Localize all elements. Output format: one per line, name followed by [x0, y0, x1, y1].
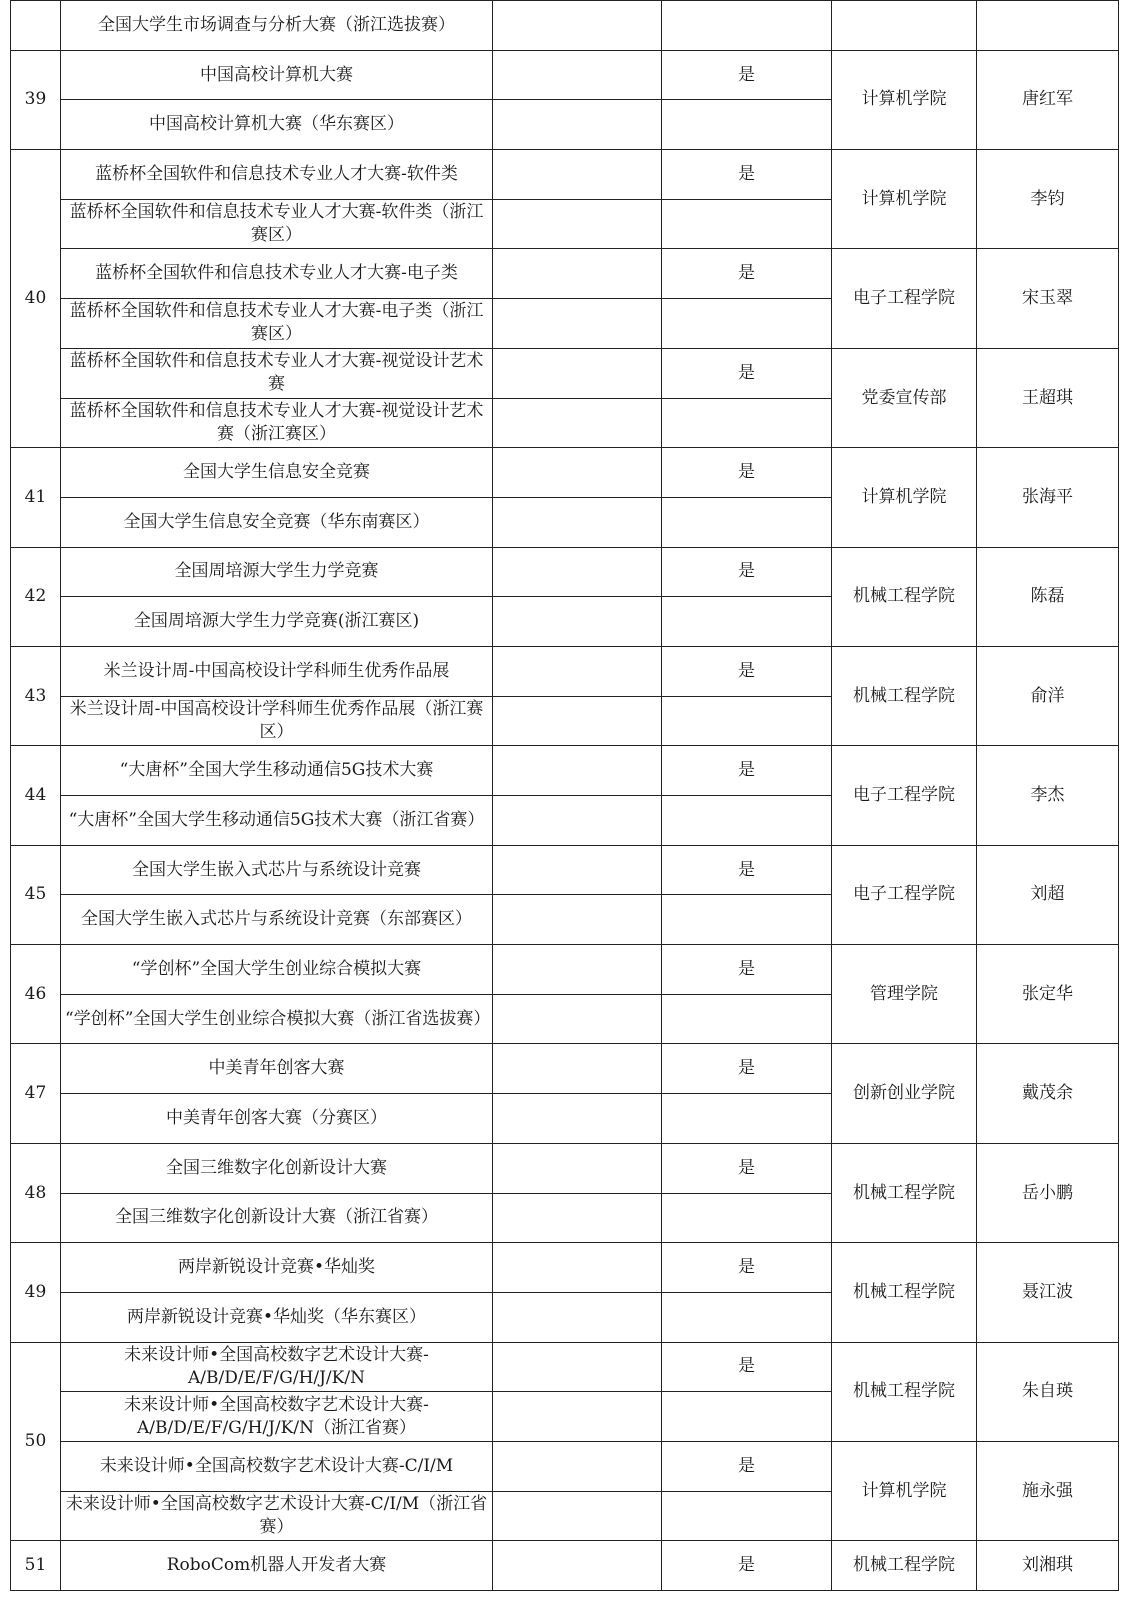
competition-name-cell: 全国大学生嵌入式芯片与系统设计竞赛	[61, 845, 493, 895]
table-row	[11, 1143, 1119, 1193]
competition-name-cell: 全国周培源大学生力学竞赛	[61, 547, 493, 597]
blank-cell	[493, 299, 662, 349]
blank-cell	[662, 100, 832, 150]
blank-cell	[662, 1292, 832, 1342]
competition-name-cell: 蓝桥杯全国软件和信息技术专业人才大赛-电子类（浙江赛区）	[61, 299, 493, 349]
table-row	[11, 150, 1119, 200]
competition-name-cell: 全国周培源大学生力学竞赛(浙江赛区)	[61, 597, 493, 647]
competition-name-cell: 米兰设计周-中国高校设计学科师生优秀作品展	[61, 646, 493, 696]
blank-cell	[662, 398, 832, 448]
blank-cell	[493, 994, 662, 1044]
national-flag-cell: 是	[662, 845, 832, 895]
competition-name-cell: 未来设计师•全国高校数字艺术设计大赛-A/B/D/E/F/G/H/J/K/N（浙江省赛）	[61, 1392, 493, 1442]
department-cell: 机械工程学院	[832, 547, 977, 646]
competition-name-cell: 蓝桥杯全国软件和信息技术专业人才大赛-电子类	[61, 249, 493, 299]
competition-name-cell: “大唐杯”全国大学生移动通信5G技术大赛（浙江省赛）	[61, 796, 493, 846]
competition-name-cell: 中美青年创客大赛（分赛区）	[61, 1094, 493, 1144]
national-flag-cell: 是	[662, 348, 832, 398]
blank-cell	[493, 398, 662, 448]
competition-name-cell: RoboCom机器人开发者大赛	[61, 1541, 493, 1591]
competition-name-cell: 全国大学生市场调查与分析大赛（浙江选拔赛）	[61, 1, 493, 51]
row-number-cell: 46	[11, 945, 61, 1044]
blank-cell	[493, 348, 662, 398]
table-row	[11, 50, 1119, 100]
department-cell: 计算机学院	[832, 448, 977, 547]
competition-name-cell: 全国三维数字化创新设计大赛	[61, 1143, 493, 1193]
table-row	[11, 1044, 1119, 1094]
table-body	[11, 1, 1119, 1591]
competition-name-cell: 蓝桥杯全国软件和信息技术专业人才大赛-视觉设计艺术赛（浙江赛区）	[61, 398, 493, 448]
competition-name-cell: “学创杯”全国大学生创业综合模拟大赛	[61, 945, 493, 995]
national-flag-cell: 是	[662, 448, 832, 498]
blank-cell	[493, 448, 662, 498]
blank-cell	[662, 597, 832, 647]
table-row	[11, 1441, 1119, 1491]
blank-cell	[493, 696, 662, 746]
competition-name-cell: 中美青年创客大赛	[61, 1044, 493, 1094]
blank-cell	[662, 199, 832, 249]
competition-name-cell: “学创杯”全国大学生创业综合模拟大赛（浙江省选拔赛）	[61, 994, 493, 1044]
department-cell: 电子工程学院	[832, 746, 977, 845]
blank-cell	[493, 796, 662, 846]
table-row	[11, 547, 1119, 597]
blank-cell	[493, 945, 662, 995]
national-flag-cell: 是	[662, 547, 832, 597]
competition-name-cell: 蓝桥杯全国软件和信息技术专业人才大赛-软件类	[61, 150, 493, 200]
blank-cell	[493, 646, 662, 696]
blank-cell	[493, 249, 662, 299]
department-cell: 管理学院	[832, 945, 977, 1044]
competition-name-cell: 蓝桥杯全国软件和信息技术专业人才大赛-视觉设计艺术赛	[61, 348, 493, 398]
national-flag-cell: 是	[662, 150, 832, 200]
contact-person-cell: 刘超	[977, 845, 1119, 944]
contact-person-cell: 戴茂余	[977, 1044, 1119, 1143]
competition-name-cell: 全国大学生信息安全竞赛	[61, 448, 493, 498]
contact-person-cell: 刘湘琪	[977, 1541, 1119, 1591]
contact-person-cell: 陈磊	[977, 547, 1119, 646]
blank-cell	[493, 1392, 662, 1442]
national-flag-cell: 是	[662, 249, 832, 299]
department-cell: 机械工程学院	[832, 1342, 977, 1441]
row-number-cell: 47	[11, 1044, 61, 1143]
department-cell: 党委宣传部	[832, 348, 977, 447]
blank-cell	[662, 1193, 832, 1243]
contact-person-cell: 岳小鹏	[977, 1143, 1119, 1242]
national-flag-cell: 是	[662, 945, 832, 995]
blank-cell	[493, 50, 662, 100]
contact-person-cell: 李杰	[977, 746, 1119, 845]
competition-name-cell: 蓝桥杯全国软件和信息技术专业人才大赛-软件类（浙江赛区）	[61, 199, 493, 249]
row-number-cell: 44	[11, 746, 61, 845]
row-number-cell: 45	[11, 845, 61, 944]
row-number-cell: 49	[11, 1243, 61, 1342]
blank-cell	[493, 547, 662, 597]
blank-cell	[493, 1094, 662, 1144]
department-cell: 机械工程学院	[832, 1143, 977, 1242]
row-number-cell: 42	[11, 547, 61, 646]
competition-name-cell: 未来设计师•全国高校数字艺术设计大赛-C/I/M（浙江省赛）	[61, 1491, 493, 1541]
department-cell: 创新创业学院	[832, 1044, 977, 1143]
blank-cell	[493, 100, 662, 150]
contact-person-cell: 宋玉翠	[977, 249, 1119, 348]
department-cell: 电子工程学院	[832, 249, 977, 348]
contact-person-cell: 王超琪	[977, 348, 1119, 447]
competition-table	[10, 0, 1119, 1591]
competition-name-cell: 全国大学生嵌入式芯片与系统设计竞赛（东部赛区）	[61, 895, 493, 945]
contact-person-cell: 俞洋	[977, 646, 1119, 745]
blank-cell	[662, 696, 832, 746]
national-flag-cell: 是	[662, 746, 832, 796]
national-flag-cell: 是	[662, 1441, 832, 1491]
contact-person-cell: 施永强	[977, 1441, 1119, 1540]
blank-cell	[493, 597, 662, 647]
department-cell: 计算机学院	[832, 50, 977, 149]
blank-cell	[493, 1491, 662, 1541]
table-row	[11, 845, 1119, 895]
national-flag-cell: 是	[662, 1243, 832, 1293]
blank-cell	[493, 1143, 662, 1193]
table-row	[11, 1243, 1119, 1293]
competition-name-cell: 米兰设计周-中国高校设计学科师生优秀作品展（浙江赛区）	[61, 696, 493, 746]
blank-cell	[662, 299, 832, 349]
competition-name-cell: 全国大学生信息安全竞赛（华东南赛区）	[61, 497, 493, 547]
competition-name-cell: 中国高校计算机大赛（华东赛区）	[61, 100, 493, 150]
national-flag-cell: 是	[662, 1541, 832, 1591]
blank-cell	[493, 895, 662, 945]
blank-cell	[493, 746, 662, 796]
table-row	[11, 1541, 1119, 1591]
department-cell: 机械工程学院	[832, 1243, 977, 1342]
blank-cell	[493, 150, 662, 200]
table-row	[11, 746, 1119, 796]
table-row	[11, 1342, 1119, 1392]
row-number-cell: 41	[11, 448, 61, 547]
department-cell: 电子工程学院	[832, 845, 977, 944]
national-flag-cell: 是	[662, 1044, 832, 1094]
blank-cell	[493, 845, 662, 895]
table-row	[11, 945, 1119, 995]
competition-name-cell: 两岸新锐设计竞赛•华灿奖	[61, 1243, 493, 1293]
blank-cell	[493, 497, 662, 547]
blank-cell	[493, 1, 662, 51]
blank-cell	[493, 199, 662, 249]
contact-person-cell: 张定华	[977, 945, 1119, 1044]
competition-name-cell: 中国高校计算机大赛	[61, 50, 493, 100]
department-cell: 计算机学院	[832, 1441, 977, 1540]
department-cell: 机械工程学院	[832, 646, 977, 745]
competition-name-cell: “大唐杯”全国大学生移动通信5G技术大赛	[61, 746, 493, 796]
national-flag-cell: 是	[662, 646, 832, 696]
department-cell: 机械工程学院	[832, 1541, 977, 1591]
table-row	[11, 646, 1119, 696]
department-cell: 计算机学院	[832, 150, 977, 249]
contact-person-cell: 聂江波	[977, 1243, 1119, 1342]
contact-person-cell: 张海平	[977, 448, 1119, 547]
row-number-cell: 43	[11, 646, 61, 745]
blank-cell	[662, 994, 832, 1044]
blank-cell	[832, 1, 977, 51]
national-flag-cell: 是	[662, 50, 832, 100]
blank-cell	[662, 1, 832, 51]
blank-cell	[662, 1094, 832, 1144]
table-row	[11, 249, 1119, 299]
blank-cell	[977, 1, 1119, 51]
blank-cell	[493, 1193, 662, 1243]
blank-cell	[493, 1243, 662, 1293]
blank-cell	[493, 1044, 662, 1094]
blank-cell	[662, 895, 832, 945]
competition-name-cell: 两岸新锐设计竞赛•华灿奖（华东赛区）	[61, 1292, 493, 1342]
contact-person-cell: 李钧	[977, 150, 1119, 249]
competition-name-cell: 未来设计师•全国高校数字艺术设计大赛-C/I/M	[61, 1441, 493, 1491]
table-row	[11, 448, 1119, 498]
row-number-cell: 50	[11, 1342, 61, 1541]
contact-person-cell: 朱自瑛	[977, 1342, 1119, 1441]
blank-cell	[662, 497, 832, 547]
blank-cell	[493, 1541, 662, 1591]
row-number-cell	[11, 1, 61, 51]
table-row	[11, 1, 1119, 51]
competition-name-cell: 未来设计师•全国高校数字艺术设计大赛-A/B/D/E/F/G/H/J/K/N	[61, 1342, 493, 1392]
blank-cell	[493, 1342, 662, 1392]
table-row	[11, 348, 1119, 398]
row-number-cell: 48	[11, 1143, 61, 1242]
blank-cell	[662, 1491, 832, 1541]
national-flag-cell: 是	[662, 1143, 832, 1193]
blank-cell	[493, 1441, 662, 1491]
contact-person-cell: 唐红军	[977, 50, 1119, 149]
competition-name-cell: 全国三维数字化创新设计大赛（浙江省赛）	[61, 1193, 493, 1243]
row-number-cell: 51	[11, 1541, 61, 1591]
national-flag-cell: 是	[662, 1342, 832, 1392]
blank-cell	[662, 796, 832, 846]
blank-cell	[662, 1392, 832, 1442]
row-number-cell: 39	[11, 50, 61, 149]
blank-cell	[493, 1292, 662, 1342]
row-number-cell: 40	[11, 150, 61, 448]
